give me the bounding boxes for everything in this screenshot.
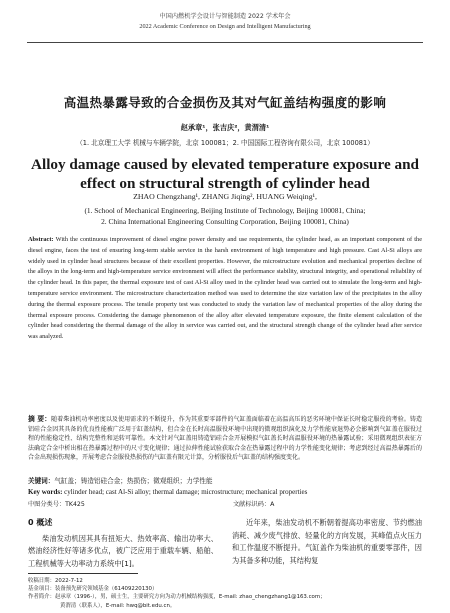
body-column-left [28,517,218,570]
english-keywords [28,488,422,496]
english-abstract-text: With the continuous improvement of diesel engine power density and use requirements, the cylinder head, as an important component of the diesel engine, faces the test of ensuring long-term stable service in the harsh environment of high temperature and high pressure. Cast Al-Si alloys are widely used in cylinder head structures because of their excellent properties. However, the microstructure evolution and mechanical properties decline of the alloys in the long-term and high-temperature service environment will affect the performance stability, structural integrity, and operational reliability of the cylinder head. In this paper, the thermal exposure test of cast Al-Si alloy used in the cylinder head was carried out to simulate the long-term and high-temperature service environment. The microstructure characterization method was used to determine the size variation law of the precipitates in the alloy during the thermal exposure process. The tensile property test was conducted to study the variation law of mechanical properties of the alloy during the thermal exposure process. Considering the damage phenomenon of the alloy after elevated temperature exposure, the finite element calculation of the cylinder head considering the thermal damage of the alloy in service was carried out, and the structural strength change of the cylinder head after service was analyzed. [28,236,422,341]
english-affiliation-2: 2. China International Engineering Consulting Corporation, Beijing 100081, China) [101,216,349,226]
footnote-author: 作者简介：赵承章（1996-），男，硕士生，主要研究方向为动力机械结构强度，E-mail: zhao_chengzhang1@163.com； [28,594,326,601]
chinese-keywords [28,475,422,485]
classification-row [28,499,422,508]
chinese-abstract [28,415,422,463]
footnote-fund: 基金项目：装备预先研究领域基金（61409220130） [28,586,158,593]
english-abstract [28,235,422,343]
english-affiliations [0,206,450,227]
footnote-received: 收稿日期：2022-7-12 [28,578,83,584]
body-paragraph-right: 近年来，柴油发动机不断朝着提高功率密度、节约燃油消耗、减少废气排放、轻量化的方向发展，其峰值点火压力和工作温度不断提升。气缸盖作为柴油机的重要零部件，因为其备多种功能，其结构复 [232,518,422,565]
running-header-en: 2022 Academic Conference on Design and Intelligent Manufacturing [139,23,311,30]
running-header [0,12,450,31]
english-keywords-text: cylinder head; cast Al-Si alloy; thermal damage; microstructure; mechanical properties [64,488,308,496]
chinese-keywords-label: 关键词： [28,477,55,485]
english-affiliation-1: (1. School of Mechanical Engineering, Beijing Institute of Technology, Beijing 100081, China; [84,206,366,215]
clc-number: 中图分类号：TK425 [28,501,85,508]
english-abstract-label: Abstract: [28,236,54,243]
footnote-corresponding: 黄渭清（联系人），E-mail: hwq@bit.edu.cn。 [60,602,176,609]
english-authors: ZHAO Chengzhang¹, ZHANG Jiqing², HUANG Weiqing¹, [133,192,317,201]
document-code: 文献标识码：A [233,501,275,508]
chinese-title: 高温热暴露导致的合金损伤及其对气缸盖结构强度的影响 [63,95,387,110]
english-keywords-label: Key words: [28,488,63,496]
chinese-abstract-label: 摘 要： [28,415,52,423]
footnotes [28,577,422,610]
chinese-abstract-text: 随着柴油机功率密度以及使用需求的不断提升，作为其重要零部件的气缸盖面临着在高温高压的恶劣环境中保证长时稳定服役的考验。铸造铝硅合金因其具备的优良性能被广泛用于缸盖结构，但合金在长时高温服役环境中出现的微观组织演化及力学性能衰退势必会影响到气缸盖在服役过程的性能稳定性、结构完整性和运转可靠性。本文针对气缸盖用铸造铝硅合金开展模拟气缸盖长时高温服役环境的热暴露试验；采用微观组织表征方法确定合金中析出相在热暴露过程中的尺寸变化规律；通过拉伸性能试验获取合金在热暴露过程中的力学性能变化规律；考虑到经过高温热暴露后的合金出现损伤现象，开展考虑合金服役热损伤的气缸盖有限元计算，分析服役后气缸盖的结构强度变化。 [28,416,422,462]
section-heading: 0 概述 [28,518,53,527]
chinese-keywords-text: 气缸盖；铸造铝硅合金；热损伤；微观组织；力学性能 [54,477,213,485]
footnote-divider [28,573,138,574]
chinese-affiliations: （1. 北京理工大学 机械与车辆学院，北京 100081；2. 中国国际工程咨询有限公司，北京 100081） [76,139,374,147]
chinese-authors: 赵承章¹，张吉庆²，黄渭清¹ [180,123,270,132]
body-column-right [232,517,422,567]
header-divider [27,42,423,43]
body-paragraph-left: 柴油发动机因其具有扭矩大、热效率高、输出功率大、燃油经济性好等诸多优点，被广泛应用于重载车辆、船舶、工程机械等大功率动力系统中[1]。 [28,533,218,568]
english-title: Alloy damage caused by elevated temperature exposure and effect on structural strength of cylinder head [31,156,419,192]
running-header-cn: 中国内燃机学会设计与智能制造 2022 学术年会 [159,13,291,20]
